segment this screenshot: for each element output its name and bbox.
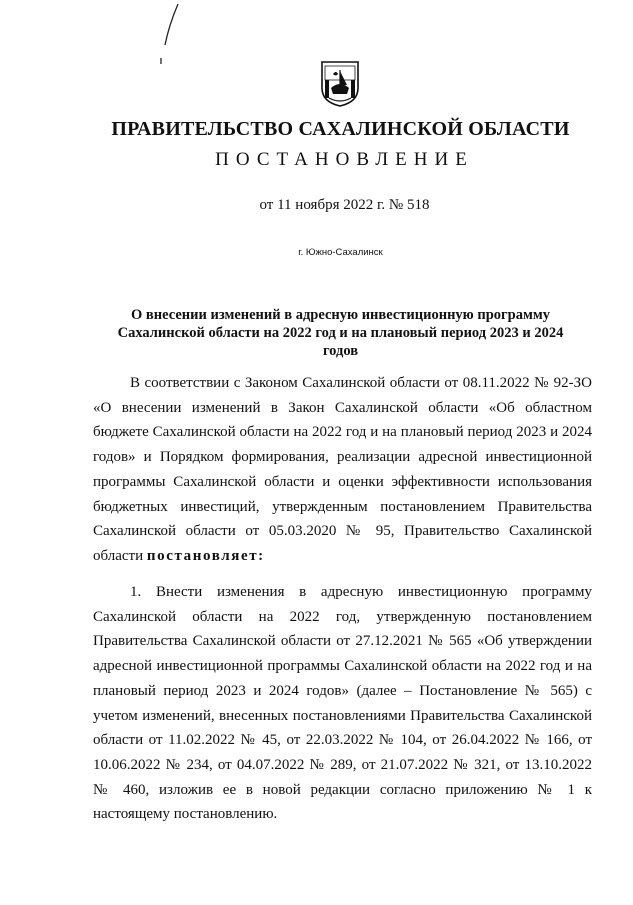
paragraph-line: «О внесении изменений в Закон Сахалинской области «Об областном bbox=[93, 399, 592, 416]
title-line: Сахалинской области на 2022 год и на плановый период 2023 и 2024 bbox=[117, 325, 564, 341]
pen-stroke-mark bbox=[150, 0, 190, 70]
document-type: ПОСТАНОВЛЕНИЕ bbox=[215, 149, 474, 170]
paragraph-line: Сахалинской области от 05.03.2020 № 95, Правительство Сахалинской bbox=[93, 523, 592, 540]
document-city: г. Южно-Сахалинск bbox=[298, 247, 383, 258]
coat-of-arms-icon bbox=[318, 58, 362, 108]
paragraph-line: учетом изменений, внесенных постановлениями Правительства Сахалинской bbox=[93, 707, 592, 724]
document-date-number: от 11 ноября 2022 г. № 518 bbox=[259, 197, 430, 213]
paragraph-line: Сахалинской области на 2022 год, утвержденную постановлением bbox=[93, 608, 592, 625]
document-title bbox=[24, 306, 633, 360]
organization-name: ПРАВИТЕЛЬСТВО САХАЛИНСКОЙ ОБЛАСТИ bbox=[111, 118, 570, 140]
resolves-keyword: постановляет: bbox=[146, 547, 265, 564]
resolves-prefix: области bbox=[93, 547, 147, 564]
paragraph-line: области от 11.02.2022 № 45, от 22.03.2022 № 104, от 26.04.2022 № 166, от bbox=[93, 732, 592, 749]
paragraph-line: программы Сахалинской области и оценки эффективности использования bbox=[93, 473, 592, 490]
paragraph-line: адресной инвестиционной программы Сахалинской области на 2022 год и на bbox=[93, 658, 592, 675]
paragraph-line: бюджете Сахалинской области на 2022 год и на плановый период 2023 и 2024 bbox=[93, 424, 592, 441]
title-line: О внесении изменений в адресную инвестиционную программу bbox=[131, 307, 550, 323]
paragraph-line: № 460, изложив ее в новой редакции согласно приложению № 1 к bbox=[93, 781, 592, 798]
paragraph-line: плановый период 2023 и 2024 годов» (далее – Постановление № 565) с bbox=[93, 682, 592, 699]
paragraph-line: 1. Внести изменения в адресную инвестиционную программу bbox=[130, 584, 592, 600]
clause-1-paragraph bbox=[93, 580, 592, 827]
paragraph-line: 10.06.2022 № 234, от 04.07.2022 № 289, от 21.07.2022 № 321, от 13.10.2022 bbox=[93, 756, 592, 773]
paragraph-line bbox=[93, 544, 592, 569]
paragraph-line: Правительства Сахалинской области от 27.12.2021 № 565 «Об утверждении bbox=[93, 633, 592, 650]
paragraph-line: В соответствии с Законом Сахалинской области от 08.11.2022 № 92-ЗО bbox=[130, 375, 592, 391]
paragraph-line: настоящему постановлению. bbox=[93, 806, 278, 823]
paragraph-line: бюджетных инвестиций, утвержденным постановлением Правительства bbox=[93, 498, 592, 515]
title-line: годов bbox=[322, 343, 359, 359]
preamble-paragraph bbox=[93, 371, 592, 569]
paragraph-line: годов» и Порядком формирования, реализации адресной инвестиционной bbox=[93, 449, 592, 466]
